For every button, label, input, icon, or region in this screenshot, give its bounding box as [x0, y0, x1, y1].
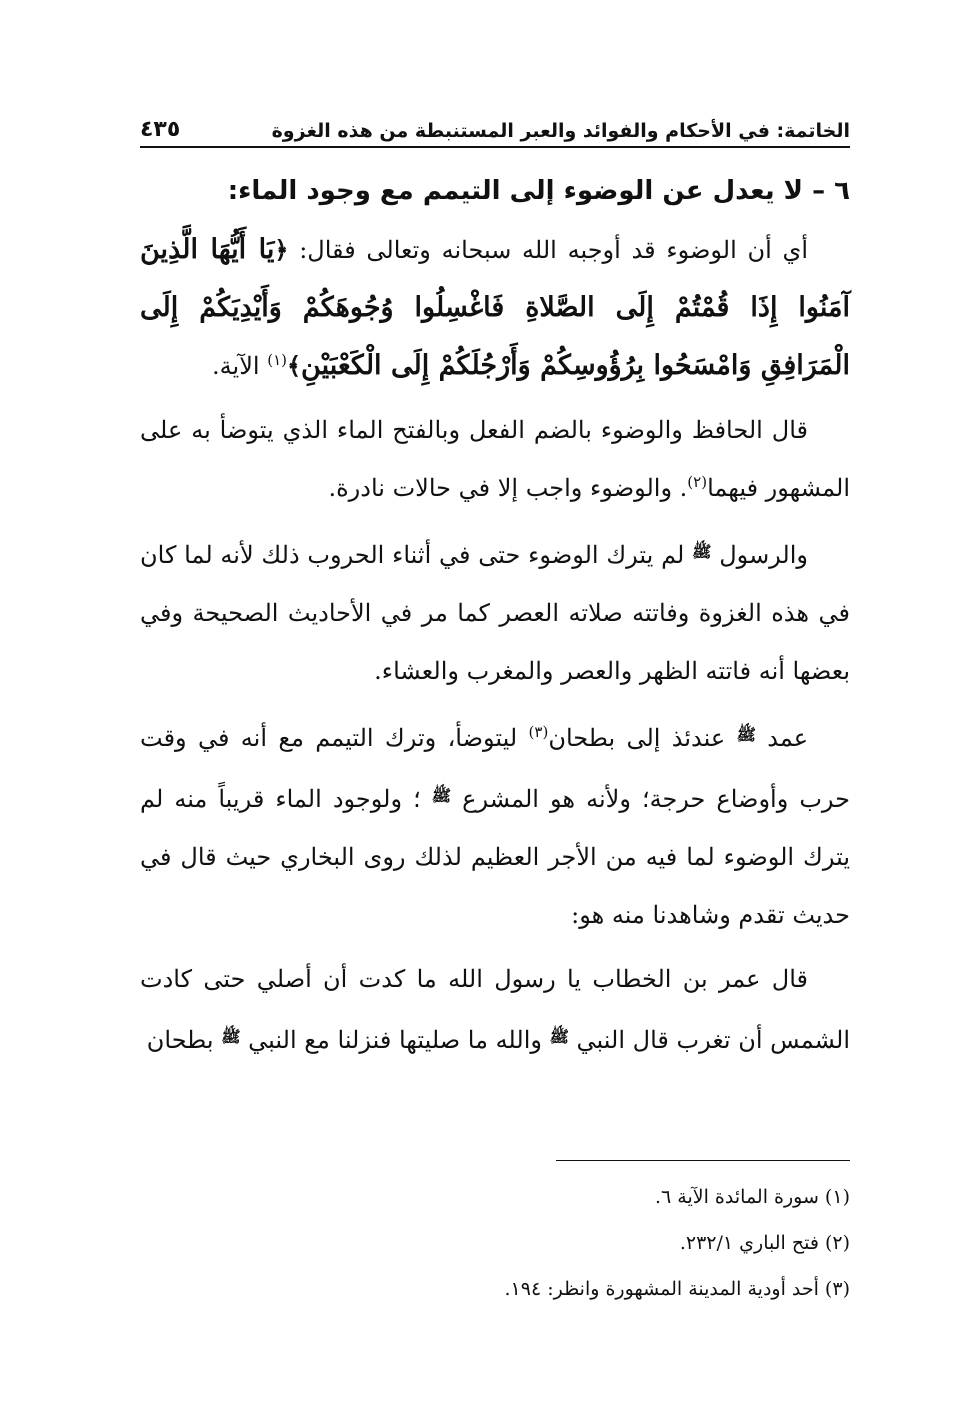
paragraph-text: بطحان: [146, 1026, 222, 1054]
footnote-rule: [556, 1160, 850, 1161]
header-rule: [140, 146, 850, 148]
footnote-ref-3: (٣): [528, 723, 549, 741]
body-text: [140, 165, 850, 1075]
paragraph-text: ليتوضأ، وترك التيمم مع أنه في وقت حرب وأوضاع حرجة؛ ولأنه هو المشرع: [140, 724, 850, 813]
paragraph-prophet-practice: [140, 523, 850, 700]
paragraph-text: والرسول: [711, 541, 808, 569]
paragraph-text: أي أن الوضوء قد أوجبه الله سبحانه وتعالى فقال:: [288, 236, 808, 264]
paragraph-hadith: [140, 950, 850, 1069]
salawat-glyph: ﷺ: [221, 1027, 241, 1046]
section-heading: ٦ – لا يعدل عن الوضوء إلى التيمم مع وجود الماء:: [227, 176, 850, 206]
paragraph-buthan: [140, 706, 850, 944]
footnote-3: (٣) أحد أودية المدينة المشهورة وانظر: ١٩٤.: [504, 1278, 850, 1300]
paragraph-text: لم يترك الوضوء حتى في أثناء الحروب ذلك لأنه لما كان في هذه الغزوة وفاتته صلاته العصر كما مر في الأحاديث الصحيحة وفي بعضها أنه فاتته الظهر والعصر والمغرب والعشاء.: [140, 541, 850, 685]
paragraph-quran-verse: [140, 221, 850, 395]
quran-close-bracket: ﴾: [286, 351, 302, 380]
paragraph-text: الآية.: [212, 352, 268, 380]
salawat-glyph: ﷺ: [431, 786, 452, 805]
paragraph-text: والله ما صليتها فنزلنا مع النبي: [240, 1026, 550, 1054]
quran-verse: يَا أَيُّهَا الَّذِينَ آمَنُوا إِذَا قُمْتُمْ إِلَى الصَّلاةِ فَاغْسِلُوا وُجُوهَكُمْ وَأَيْدِيَكُمْ إِلَى الْمَرَافِقِ وَامْسَحُوا بِرُؤُوسِكُمْ وَأَرْجُلَكُمْ إِلَى الْكَعْبَيْنِ: [140, 234, 850, 381]
salawat-glyph: ﷺ: [549, 1027, 569, 1046]
paragraph-text: قال عمر بن الخطاب يا رسول الله ما كدت أن أصلي حتى كادت الشمس أن تغرب قال النبي: [140, 965, 850, 1054]
paragraph-text: قال الحافظ والوضوء بالضم الفعل وبالفتح الماء الذي يتوضأ به على المشهور فيهما: [140, 416, 850, 502]
salawat-glyph: ﷺ: [692, 542, 712, 561]
paragraph-text: . والوضوء واجب إلا في حالات نادرة.: [328, 474, 688, 502]
salawat-glyph: ﷺ: [736, 725, 756, 744]
running-header: [140, 102, 850, 142]
running-title: الخاتمة: في الأحكام والفوائد والعبر المستنبطة من هذه الغزوة: [271, 120, 850, 142]
paragraph-text: ؛ ولوجود الماء قريباً منه لم يترك الوضوء لما فيه من الأجر العظيم لذلك روى البخاري حيث قال في حديث تقدم وشاهدنا منه هو:: [140, 785, 850, 929]
footnote-2: (٢) فتح الباري ٢٣٢/١.: [679, 1232, 850, 1254]
page-number: ٤٣٥: [140, 117, 181, 142]
footnotes: [140, 1174, 850, 1312]
footnote-ref-1: (١): [267, 351, 287, 369]
paragraph-text: عمد: [755, 724, 809, 752]
paragraph-definition: [140, 401, 850, 517]
paragraph-text: عندئذ إلى بطحان: [548, 724, 737, 752]
footnote-1: (١) سورة المائدة الآية ٦.: [655, 1186, 850, 1208]
footnote-ref-2: (٢): [687, 473, 708, 491]
quran-open-bracket: ﴿: [274, 235, 289, 264]
